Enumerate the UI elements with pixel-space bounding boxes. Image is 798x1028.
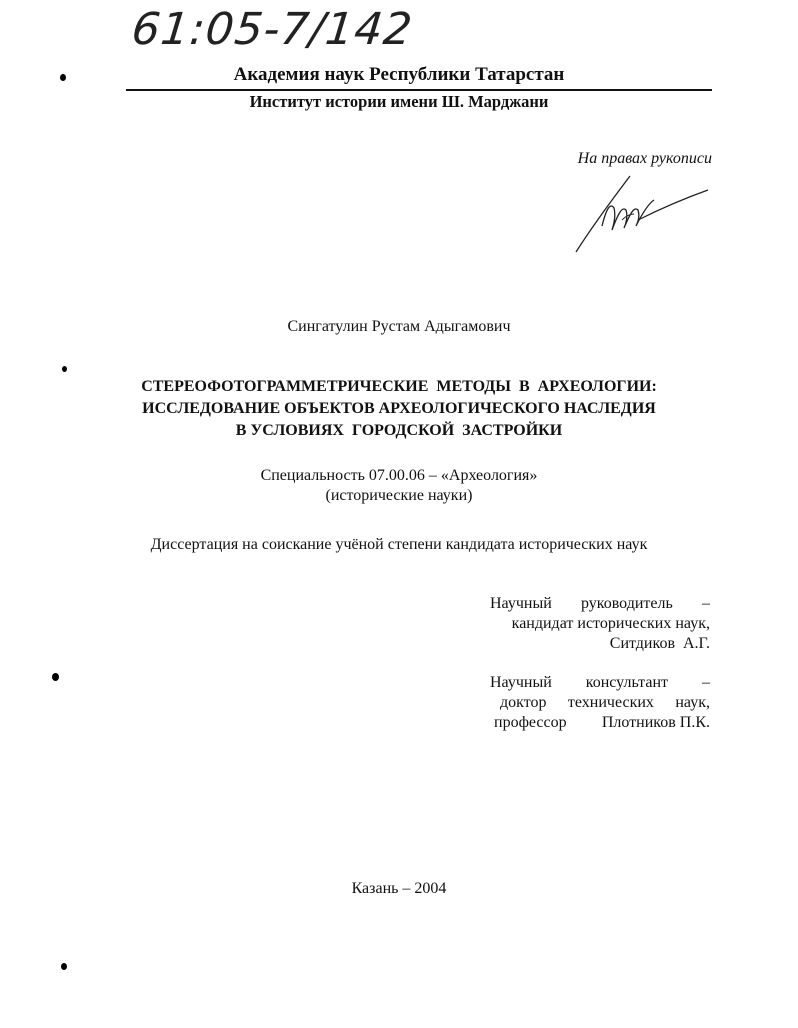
consultant-degree-word-2: технических	[567, 694, 654, 711]
supervisor-role-word-2: руководитель	[580, 595, 673, 612]
supervisor-name: Ситдиков А.Г.	[609, 635, 710, 652]
title-line-3: В УСЛОВИЯХ ГОРОДСКОЙ ЗАСТРОЙКИ	[235, 422, 563, 439]
scan-speck	[60, 74, 66, 81]
supervisor-role	[490, 594, 710, 614]
scan-speck	[52, 673, 59, 681]
consultant-degree-word-3: наук,	[675, 694, 710, 711]
supervisor-block	[490, 594, 710, 654]
author-name: Сингатулин Рустам Адыгамович	[287, 318, 511, 335]
consultant-role-dash: –	[702, 674, 710, 691]
specialty-code: Специальность 07.00.06 – «Археология»	[260, 467, 538, 484]
degree-statement: Диссертация на соискание учёной степени кандидата исторических наук	[150, 536, 648, 553]
header-rule	[126, 89, 712, 91]
manuscript-rights-note: На правах рукописи	[577, 150, 712, 167]
city-year: Казань – 2004	[351, 880, 447, 897]
consultant-block	[490, 673, 710, 733]
institute-name: Институт истории имени Ш. Марджани	[249, 92, 549, 111]
academy-name: Академия наук Республики Татарстан	[233, 64, 565, 85]
title-line-2: ИССЛЕДОВАНИЕ ОБЪЕКТОВ АРХЕОЛОГИЧЕСКОГО НАСЛЕДИЯ	[142, 400, 656, 417]
supervisor-role-dash: –	[701, 595, 710, 612]
consultant-title-word: профессор	[494, 714, 567, 731]
consultant-name: Плотников П.К.	[601, 714, 710, 731]
archive-stamp-number: 61:05-7/142	[129, 4, 416, 55]
consultant-title	[490, 713, 710, 733]
specialty-block	[0, 466, 798, 506]
consultant-degree	[490, 693, 710, 713]
specialty-field: (исторические науки)	[325, 487, 473, 504]
scan-speck	[62, 366, 67, 372]
consultant-role	[490, 673, 710, 693]
title-line-1: СТЕРЕОФОТОГРАММЕТРИЧЕСКИЕ МЕТОДЫ В АРХЕОЛОГИИ:	[141, 378, 657, 395]
dissertation-title	[0, 376, 798, 442]
consultant-role-word-2: консультант	[585, 674, 668, 691]
supervisor-degree: кандидат исторических наук,	[511, 615, 710, 632]
consultant-degree-word-1: доктор	[500, 694, 547, 711]
handwritten-signature	[568, 170, 718, 260]
consultant-role-word-1: Научный	[490, 674, 552, 691]
supervisor-role-word-1: Научный	[490, 595, 552, 612]
scan-speck	[61, 963, 67, 970]
